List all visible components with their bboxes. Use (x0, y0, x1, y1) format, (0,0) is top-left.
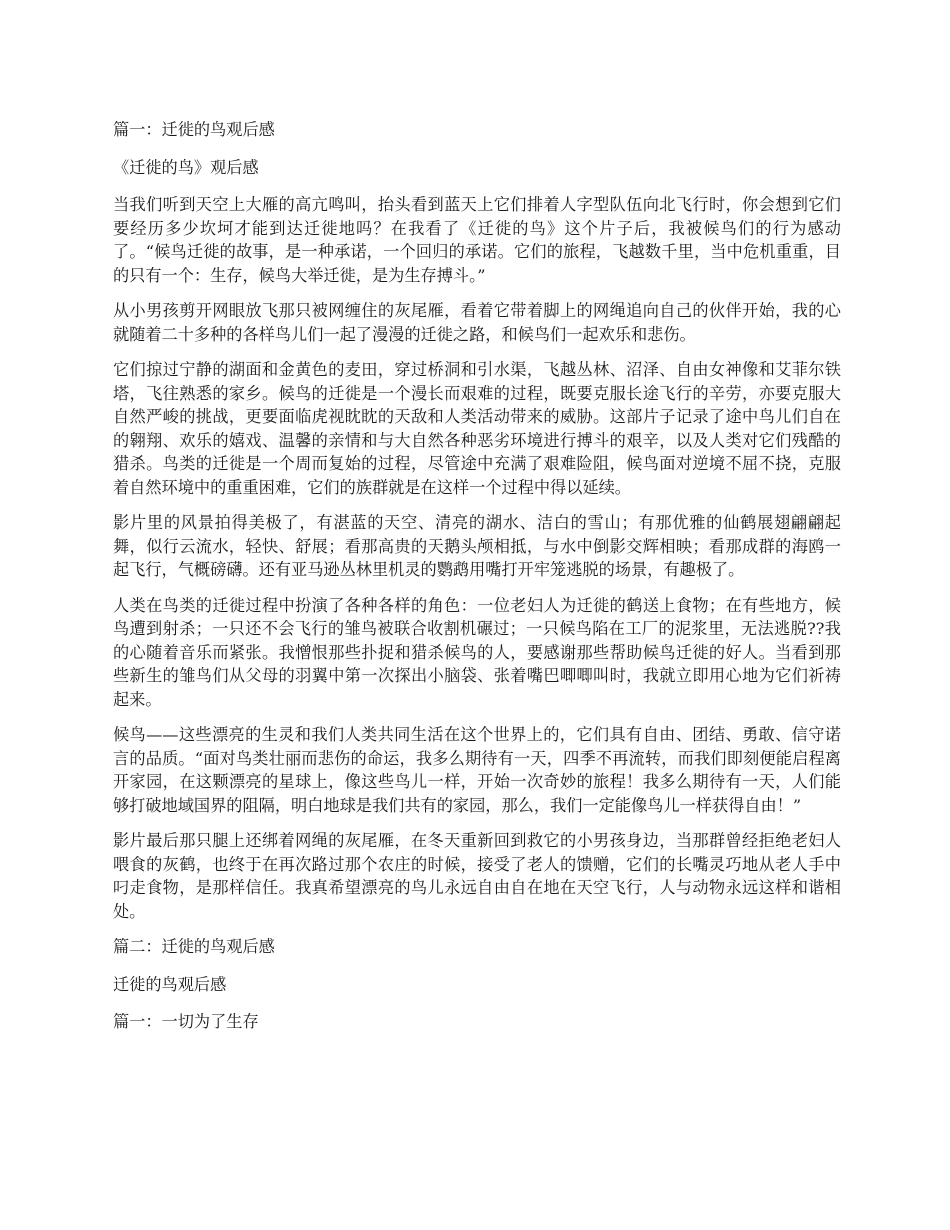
article-title: 迁徙的鸟观后感 (113, 974, 227, 994)
subsection-title: 篇一：一切为了生存 (113, 1012, 259, 1031)
body-paragraph: 当我们听到天空上大雁的高亢鸣叫，抬头看到蓝天上它们排着人字型队伍向北飞行时，你会想到它们要经历多少坎坷才能到达迁徙地吗？在我看了《迁徙的鸟》这个片子后，我被候鸟们的行为感动了。“候鸟迁徙的故事，是一种承诺，一个回归的承诺。它们的旅程，飞越数千里，当中危机重重，目的只有一个：生存，候鸟大举迁徙，是为生存搏斗。” (113, 195, 841, 285)
section-title: 篇一：迁徙的鸟观后感 (113, 120, 275, 139)
body-paragraph: 它们掠过宁静的湖面和金黄色的麦田，穿过桥洞和引水渠，飞越丛林、沼泽、自由女神像和艾菲尔铁塔，飞往熟悉的家乡。候鸟的迁徙是一个漫长而艰难的过程，既要克服长途飞行的辛劳，亦要克服大自然严峻的挑战，更要面临虎视眈眈的天敌和人类活动带来的威胁。这部片子记录了途中鸟儿们自在的翱翔、欢乐的嬉戏、温馨的亲情和与大自然各种恶劣环境进行搏斗的艰辛，以及人类对它们残酷的猎杀。鸟类的迁徙是一个周而复始的过程，尽管途中充满了艰难险阻，候鸟面对逆境不屈不挠，克服着自然环境中的重重困难，它们的族群就是在这样一个过程中得以延续。 (113, 360, 841, 497)
body-paragraph: 影片最后那只腿上还绑着网绳的灰尾雁，在冬天重新回到救它的小男孩身边，当那群曾经拒绝老妇人喂食的灰鹤，也终于在再次路过那个农庄的时候，接受了老人的馈赠，它们的长嘴灵巧地从老人手中叼走食物，是那样信任。我真希望漂亮的鸟儿永远自由自在地在天空飞行，人与动物永远这样和谐相处。 (113, 831, 841, 921)
section-title: 篇二：迁徙的鸟观后感 (113, 937, 275, 956)
body-paragraph: 影片里的风景拍得美极了，有湛蓝的天空、清亮的湖水、洁白的雪山；有那优雅的仙鹤展翅翩翩起舞，似行云流水，轻快、舒展；看那高贵的天鹅头颅相抵，与水中倒影交辉相映；看那成群的海鸥一起飞行，气概磅礴。还有亚马逊丛林里机灵的鹦鹉用嘴打开牢笼逃脱的场景，有趣极了。 (113, 513, 841, 579)
body-paragraph: 人类在鸟类的迁徙过程中扮演了各种各样的角色：一位老妇人为迁徙的鹤送上食物；在有些地方，候鸟遭到射杀；一只还不会飞行的雏鸟被联合收割机碾过；一只候鸟陷在工厂的泥浆里，无法逃脱??我的心随着音乐而紧张。我憎恨那些扑捉和猎杀候鸟的人，要感谢那些帮助候鸟迁徙的好人。当看到那些新生的雏鸟们从父母的羽翼中第一次探出小脑袋、张着嘴巴唧唧叫时，我就立即用心地为它们祈祷起来。 (113, 595, 841, 709)
article-title: 《迁徙的鸟》观后感 (113, 157, 259, 177)
body-paragraph: 候鸟——这些漂亮的生灵和我们人类共同生活在这个世界上的，它们具有自由、团结、勇敢、信守诺言的品质。“面对鸟类壮丽而悲伤的命运，我多么期待有一天，四季不再流转，而我们即刻便能启程离开家园，在这颗漂亮的星球上，像这些鸟儿一样，开始一次奇妙的旅程！我多么期待有一天，人们能够打破地域国界的阻隔，明白地球是我们共有的家园，那么，我们一定能像鸟儿一样获得自由！” (113, 725, 841, 815)
body-paragraph: 从小男孩剪开网眼放飞那只被网缠住的灰尾雁，看着它带着脚上的网绳追向自己的伙伴开始，我的心就随着二十多种的各样鸟儿们一起了漫漫的迁徙之路，和候鸟们一起欢乐和悲伤。 (113, 301, 841, 344)
document-page (113, 118, 841, 1048)
